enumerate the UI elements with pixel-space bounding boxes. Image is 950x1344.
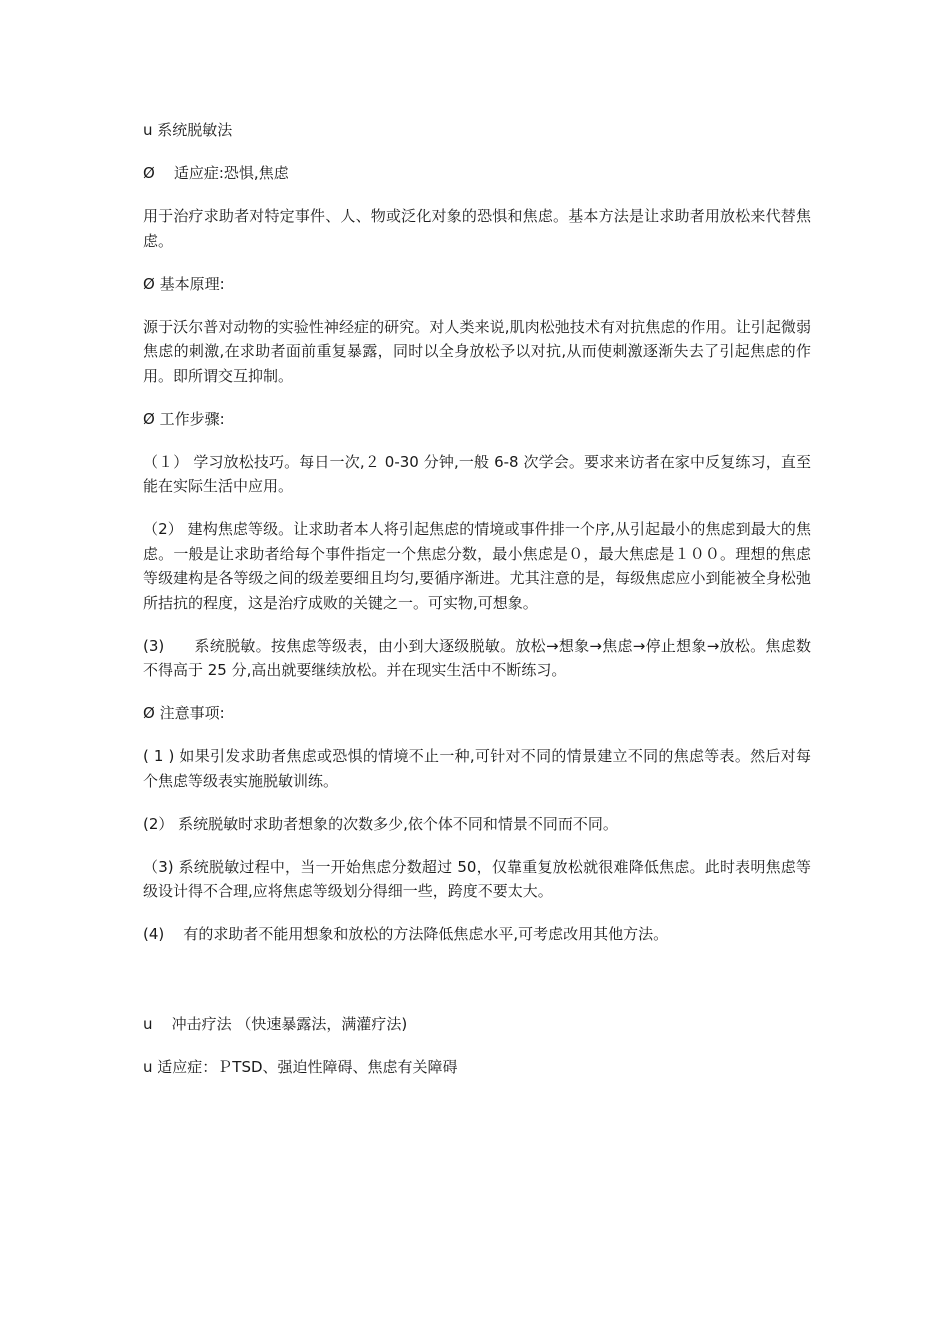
note-1: ( 1 ) 如果引发求助者焦虑或恐惧的情境不止一种,可针对不同的情景建立不同的焦虑等表。然后对每个焦虑等级表实施脱敏训练。 [143,747,811,790]
note-4: (4) 有的求助者不能用想象和放松的方法降低焦虑水平,可考虑改用其他方法。 [143,925,669,943]
paragraph-principle: 源于沃尔普对动物的实验性神经症的研究。对人类来说,肌肉松弛技术有对抗焦虑的作用。让引起微弱焦虑的刺激,在求助者面前重复暴露，同时以全身放松予以对抗,从而使刺激逐渐失去了引起焦虑的作用。即所谓交互抑制。 [143,317,811,385]
flooding-indications: u 适应症：ＰTSD、强迫性障碍、焦虑有关障碍 [143,1058,458,1076]
step-2-hierarchy: （2） 建构焦虑等级。让求助者本人将引起焦虑的情境或事件排一个序,从引起最小的焦虑到最大的焦虑。一般是让求助者给每个事件指定一个焦虑分数，最小焦虑是０，最大焦虑是１００。理想的焦虑等级建构是各等级之间的级差要细且均匀,要循序渐进。尤其注意的是，每级焦虑应小到能被全身松弛所拮抗的程度，这是治疗成败的关键之一。可实物,可想象。 [143,520,811,612]
step-3-desensitization: (3) 系统脱敏。按焦虑等级表，由小到大逐级脱敏。放松→想象→焦虑→停止想象→放松。焦虑数不得高于 25 分,高出就要继续放松。并在现实生活中不断练习。 [143,636,811,679]
step-1-relaxation: （１） 学习放松技巧。每日一次,２ 0-30 分钟,一般 6-8 次学会。要求来访者在家中反复练习，直至能在实际生活中应用。 [143,452,811,495]
notes-heading: Ø 注意事项: [143,704,225,722]
document-page [143,118,811,1098]
steps-heading: Ø 工作步骤: [143,409,225,428]
section-heading-systematic-desensitization: u 系统脱敏法 [143,121,233,139]
section-heading-flooding: u 冲击疗法 （快速暴露法，满灌疗法) [143,1015,408,1033]
blank-space [143,965,811,1012]
paragraph-purpose: 用于治疗求助者对特定事件、人、物或泛化对象的恐惧和焦虑。基本方法是让求助者用放松来代替焦虑。 [143,207,811,250]
indications-heading: Ø 适应症:恐惧,焦虑 [143,164,289,182]
principle-heading: Ø 基本原理: [143,274,225,293]
note-2: (2） 系统脱敏时求助者想象的次数多少,依个体不同和情景不同而不同。 [143,814,618,833]
note-3: （3) 系统脱敏过程中，当一开始焦虑分数超过 50，仅靠重复放松就很难降低焦虑。此时表明焦虑等级设计得不合理,应将焦虑等级划分得细一些，跨度不要太大。 [143,857,811,900]
